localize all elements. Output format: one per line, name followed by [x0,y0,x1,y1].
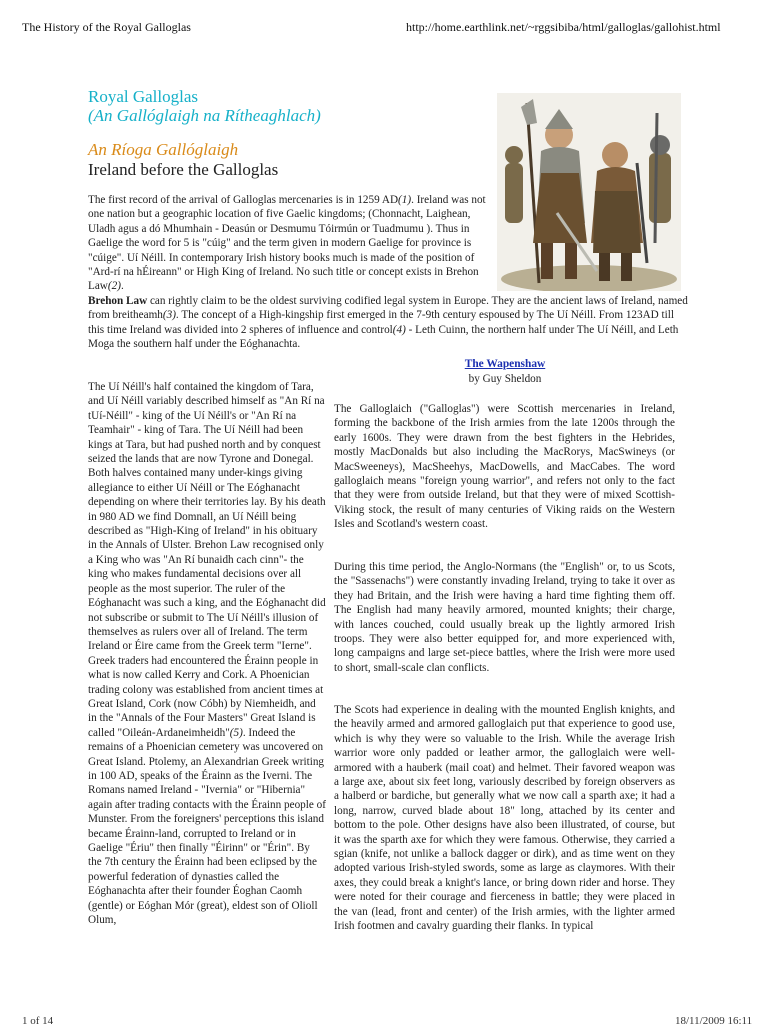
left-column-text: The Uí Néill's half contained the kingdom of Tara, and Uí Néill variably described himself as "An Rí na tUí-Néill" - king of the Uí Néill's or "An Rí na Teamhair" - king of Tara. The Uí Néill had been kings at Tara, but had pushed north and by conquest seized the lands that are now Tyrone and Donegal. Both halves contained many under-kings giving allegiance to either Uí Néill or The Eóghanacht depending on where their territories lay. By his death in 980 AD we find Domnall, an Uí Néill being described as "High-King of Ireland" in his obituary in the Annals of Ulster. Brehon Law recognised only a King who was "An Rí bunaidh cach cinn"- the king who makes fundamental decisions over all people as the most superior. The ruler of the Eóghanacht was such a king, and the Eóghanacht did not subscribe or submit to The Uí Néill's illusion of themselves as rulers over all of Ireland. The term Ireland or Éire came from the Greek term "Ierne". Greek traders had encountered the Érainn people in what is now called Kerry and Cork. A Phoenician trading colony was established from ancient times at Great Island, Cork (now Cóbh) by Niemheidh, and in the "Annals of the Four Masters" Great Island is called "Oileán-Ardaneimheidh"(5). Indeed the remains of a Phoenician cemetery was uncovered on Great Island. Ptolemy, an Alexandrian Greek writing in 100 AD, speaks of the Érainn as the Iverni. The Romans named Ireland - "Ivernia" or "Hibernia" again after trading contacts with the Érainn people of Munster. From the foreigners' perceptions this island became Érainn-land, corrupted to Ireland or in Gaelige "Ériu" then finally "Éirinn" or "Érin". By the 7th century the Érainn had been eclipsed by the powerful federation of dynasties called the Eóghanachta after their founder Éoghan Caomh (gentle) or Eóghan Mór (great), eldest son of Olioll Olum, [88,381,326,927]
intro-paragraph: The first record of the arrival of Galloglas mercenaries is in 1259 AD(1). Ireland was not one nation but a geographic location of five Gaelic kingdoms; (Chonnacht, Laighean, Uladh agus a dó Mhumhain - Deasún or Desmumu Tóirmún or Tuadmumu ). Thus in Gaelige the word for 5 is "cúig" and the term given in modern Gaelige for province is "cúige". Uí Néill. In contemporary Irish history books much is made of the position of "Ard-rí na hÉireann" or High King of Ireland. No such title or concept exists in Brehon Law(2). Brehon Law can rightly claim to be the oldest surviving codified legal system in Europe. They are the ancient laws of Ireland, named from breitheamh(3). The concept of a High-kingship first emerged in the 7-9th century espoused by The Uí Néill. From 123AD till this time Ireland was divided into 2 spheres of influence and control(4) - Leth Cuinn, the northern half under The Uí Néill, and Leth Moga the southern half under the Eóghanachta. [88,194,688,351]
page-title: Royal Galloglas [88,87,199,106]
print-header-url: http://home.earthlink.net/~rggsibiba/html/galloglas/gallohist.html [406,20,721,34]
section-title: An Ríoga Gallóglaigh [88,140,239,159]
print-header-title: The History of the Royal Galloglas [22,20,191,34]
wapenshaw-link[interactable]: The Wapenshaw [464,358,546,370]
wapenshaw-byline: by Guy Sheldon [468,373,542,385]
page-counter: 1 of 14 [22,1015,54,1027]
section-subtitle: Ireland before the Galloglas [88,160,279,179]
print-timestamp: 18/11/2009 16:11 [675,1015,753,1027]
page-title-irish: (An Gallóglaigh na Rítheaghlach) [88,106,321,125]
wapenshaw-paragraph-2: During this time period, the Anglo-Normans (the "English" or, to us Scots, the "Sassenachs") were constantly invading Ireland, trying to take it over as they had Britain, and the Irish were having a hard time fighting them off. The English had many heavily armored, mounted knights; their charge, with lances couched, could usually break up the lightly armored Irish troops. They were also better equipped for, and more experienced with, long campaigns and large set-piece battles, where the Irish were more used to short, small-scale clan conflicts. [334,561,675,674]
wapenshaw-paragraph-1: The Galloglaich ("Galloglas") were Scottish mercenaries in Ireland, forming the backbone of the Irish armies from the late 1200s through the early 1600s. They were drawn from the best fighters in the Hebrides, mostly MacDonalds but also including the MacRorys, MacSwineys (or MacSweeneys), MacSheehys, MacDowells, and MacCabes. The word galloglaich means "foreign young warrior", and refers not only to the fact that they were from outside Ireland, but that they were of mixed Scottish-Viking stock, the result of many centuries of Viking raids on the Western Isles and Scotland's western coast. [334,403,675,531]
brehon-law-term: Brehon Law [88,294,148,307]
wapenshaw-paragraph-3: The Scots had experience in dealing with the mounted English knights, and the heavily armed and armored galloglaich put that experience to good use, which is why they were so valuable to the Irish. While the average Irish warrior wore only padded or leather armor, the galloglaich were well-armored with a hauberk (mail coat) and helmet. Their favored weapon was a large axe, about six feet long, variously described by foreign observers as a halberd or bardiche, but generally what we now call a sparth axe; it had a long, narrow, curved blade about 18" long, attached by its center and bottom to the pole. Other designs have also been illustrated, of course, but it was the sparth axe for which they were famous. Otherwise, they carried a sgian (knife, not unlike a ballock dagger or dirk), and as time went on they adopted various Irish-styled swords, some as large as claymores. With their axes, they could break a knight's lance, or bring down rider and horse. They were noted for their courage and fierceness in battle; they were placed in the van (lead, front and center) of the Irish armies, with the lighter armed Irish footmen and cavalry guarding their flanks. In typical [334,704,675,933]
